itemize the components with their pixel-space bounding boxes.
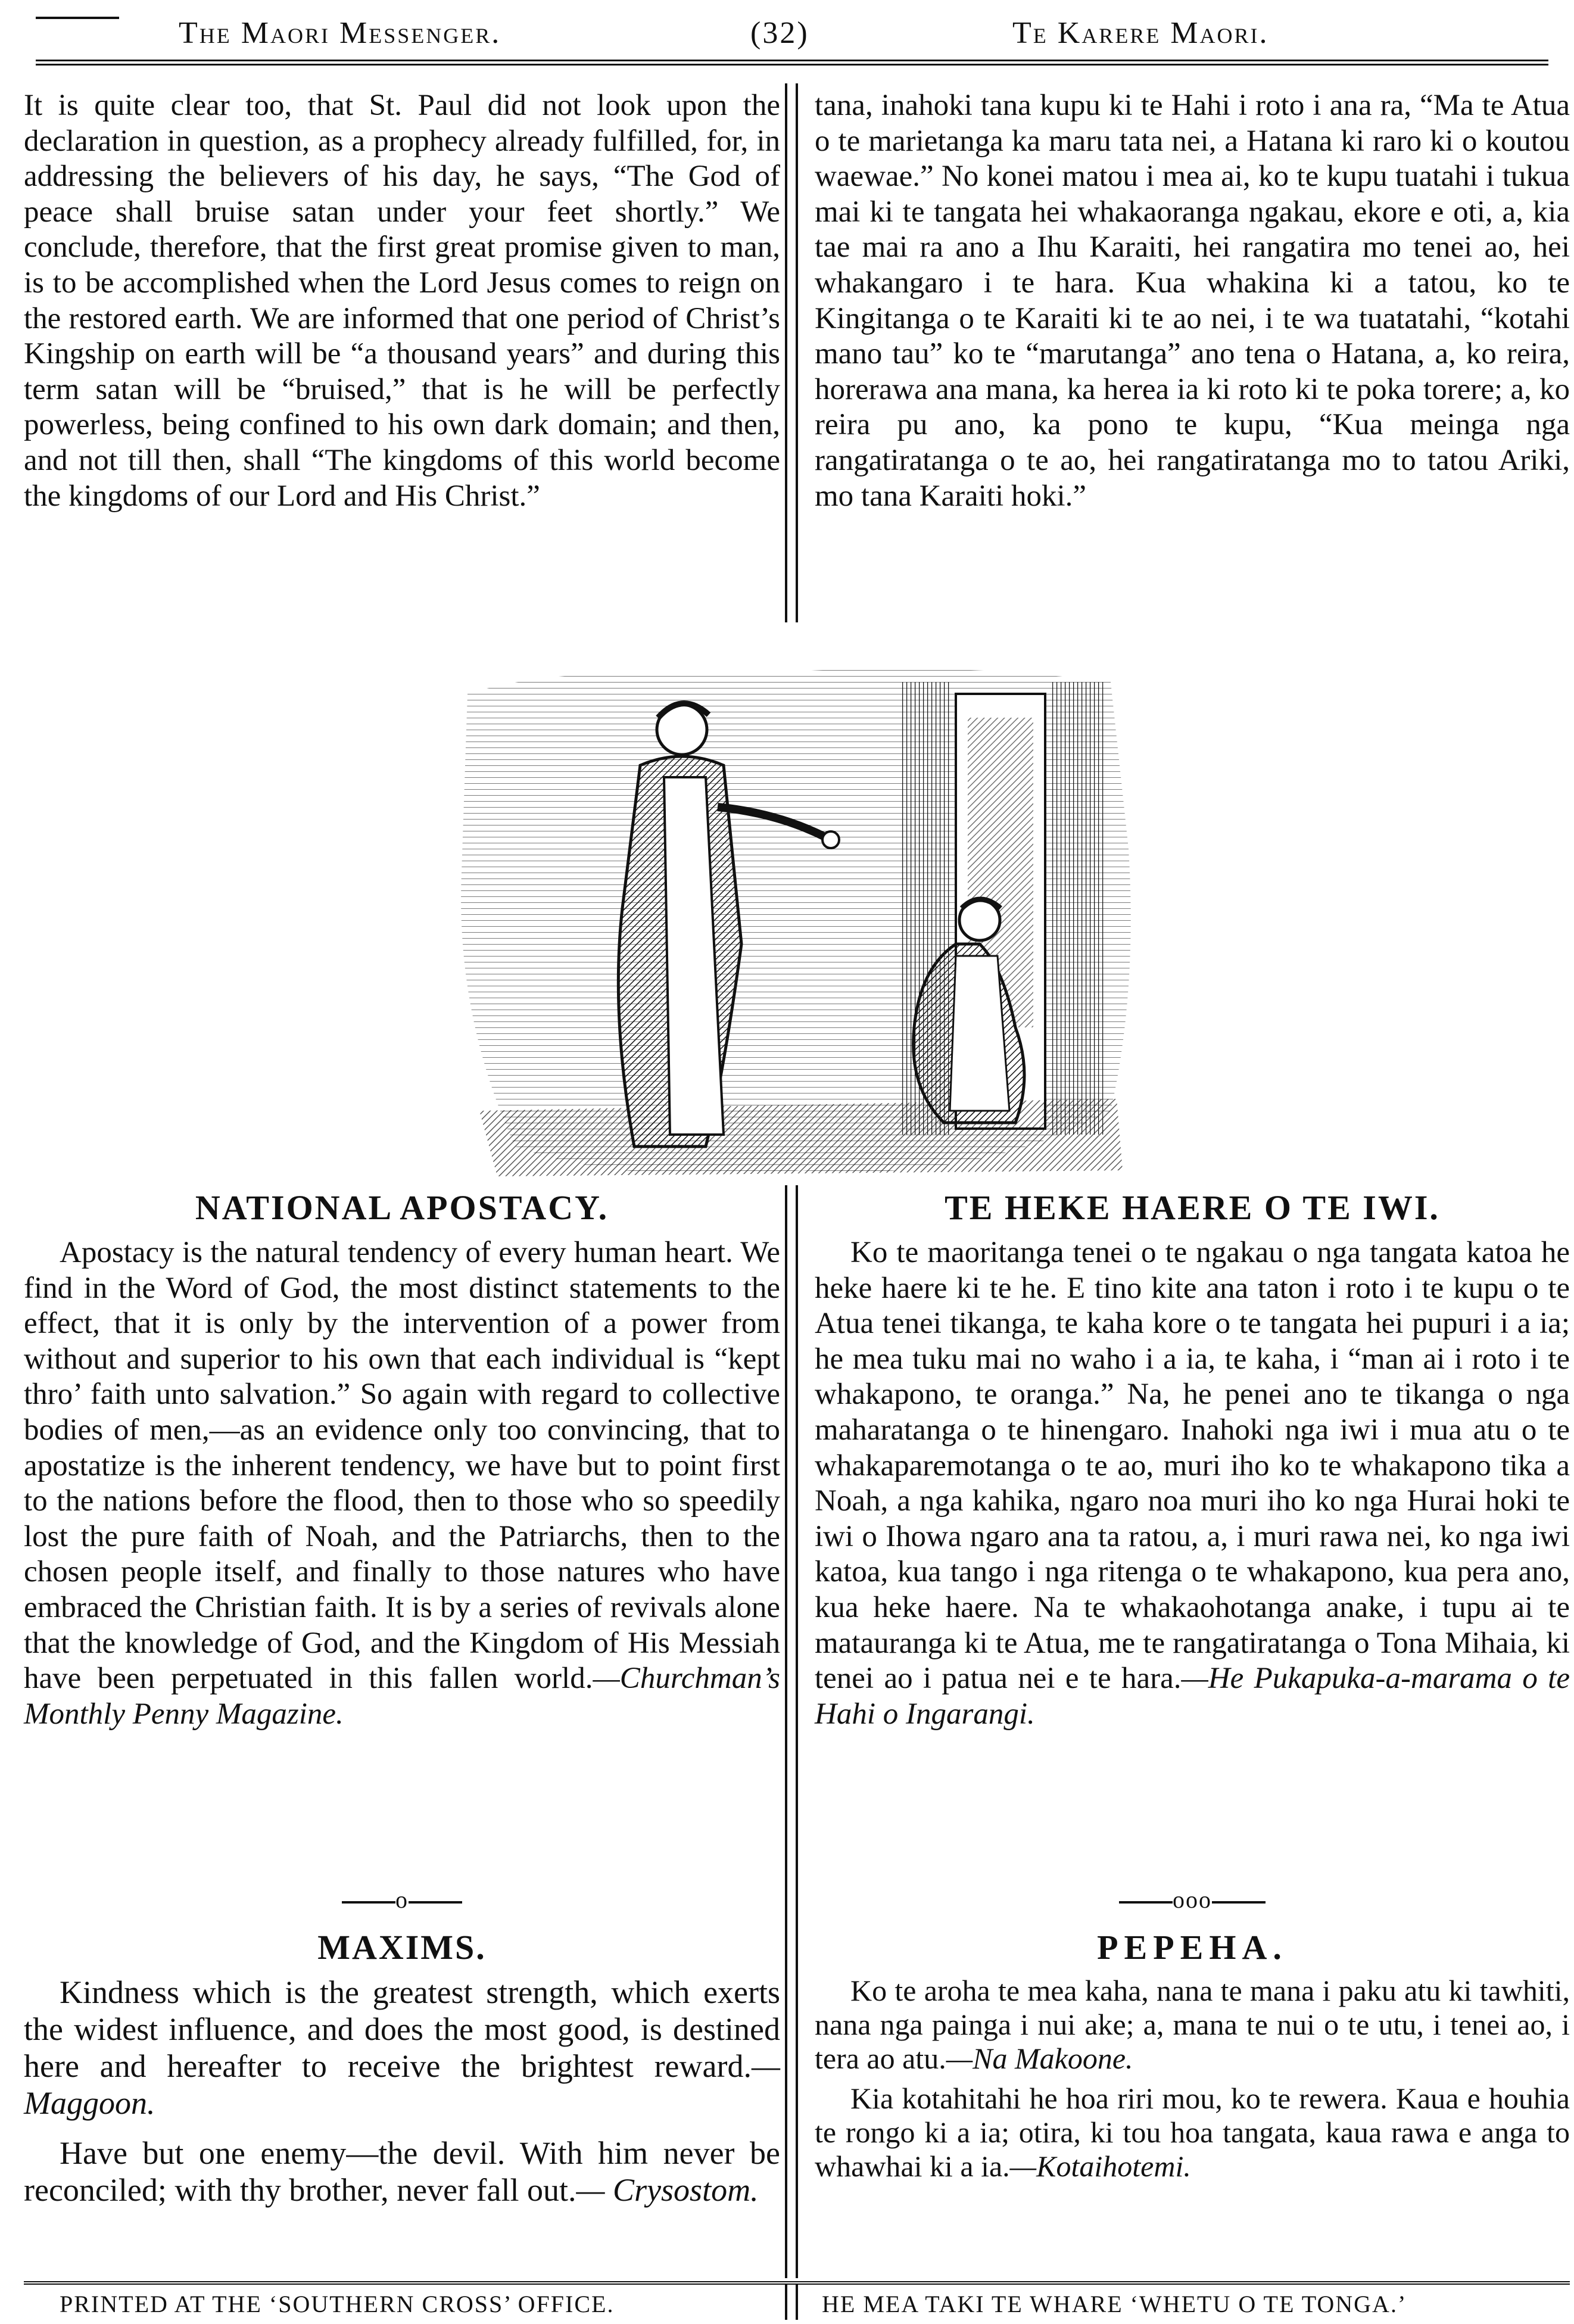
header-rule	[36, 60, 1548, 66]
te-heke-body	[815, 1235, 1570, 1732]
te-heke-source: —He Pukapuka-a-marama o te Hahi o Ingarangi.	[815, 1662, 1570, 1731]
header-dash	[36, 17, 119, 19]
national-apostacy-title: NATIONAL APOSTACY.	[195, 1188, 609, 1227]
pepeha-para1-text: Ko te aroha te mea kaha, nana te mana i paku atu ki tawhiti, nana nga painga i nui ake; a, mana te nui o te utu, i tenei ao, i tera ao atu.	[815, 1974, 1570, 2075]
pepeha-article	[815, 1925, 1570, 2183]
footer-left: PRINTED AT THE ‘SOUTHERN CROSS’ OFFICE.	[60, 2291, 615, 2317]
page-number: (32)	[750, 16, 809, 50]
separator-left-glyph: o	[395, 1886, 409, 1913]
pepeha-para1	[815, 1974, 1570, 2076]
maxims-para1	[24, 1974, 780, 2121]
maxims-para1-text: Kindness which is the greatest strength, which exerts the widest influence, and does the most good, is destined here and hereafter to receive the brightest reward.	[24, 1974, 780, 2084]
maxims-para2	[24, 2135, 780, 2208]
maxims-para2-text: Have but one enemy—the devil. With him never be reconciled; with thy brother, never fall out.	[24, 2135, 780, 2208]
pepeha-title: PEPEHA.	[1097, 1928, 1288, 1967]
national-apostacy-article	[24, 1185, 780, 1732]
national-apostacy-text: Apostacy is the natural tendency of every human heart. We find in the Word of God, the most distinct statements to the effect, that it is only by the intervention of a power from without and superior to his own that each individual is “kept thro’ faith unto salvation.” So again with regard to collective bodies of men,—as an evidence only too convincing, that to apostatize is the inherent tendency, we have but to point first to the nations before the flood, then to those who so speedily lost the pure faith of Noah, and the Patriarchs, then to the chosen people itself, and finally to those natures who have embraced the Christian faith. It is by a series of revivals alone that the knowledge of God, and the Kingdom of His Messiah have been perpetuated in this fallen world.	[24, 1236, 780, 1696]
te-heke-article	[815, 1185, 1570, 1732]
pepeha-para1-source: —Na Makoone.	[946, 2042, 1133, 2075]
top-right-column	[815, 88, 1570, 514]
column-divider-bottom	[785, 1185, 798, 2278]
separator-right-glyph: ooo	[1173, 1886, 1212, 1913]
page-header	[36, 11, 1548, 58]
separator-left	[24, 1885, 780, 1915]
national-apostacy-source: —Churchman’s Monthly Penny Magazine.	[24, 1662, 780, 1731]
maxims-para1-source: —Maggoon.	[24, 2048, 780, 2121]
pepeha-para2-source: —Kotaihotemi.	[1009, 2149, 1191, 2183]
te-heke-title: TE HEKE HAERE O TE IWI.	[945, 1188, 1440, 1227]
column-divider-top	[785, 83, 798, 622]
national-apostacy-body	[24, 1235, 780, 1732]
continued-paragraph-english: It is quite clear too, that St. Paul did not look upon the declaration in question, as a prophecy already fulfilled, for, in addressing the believers of his day, he says, “The God of peace shall bruise satan under your feet shortly.” We conclude, therefore, that the first great promise given to man, is to be accomplished when the Lord Jesus comes to reign on the restored earth. We are informed that one period of Christ’s Kingship on earth will be “a thousand years” and during this term satan will be “bruised,” that is he will be perfectly powerless, being confined to his own dark domain; and then, and not till then, shall “The kingdoms of this world become the kingdoms of our Lord and His Christ.”	[24, 89, 780, 513]
pepeha-para2	[815, 2082, 1570, 2183]
header-title-maori: Te Karere Maori.	[1012, 16, 1269, 50]
maxims-para2-source: — Crysostom.	[576, 2172, 759, 2208]
te-heke-text: Ko te maoritanga tenei o te ngakau o nga tangata katoa he heke haere ki te he. E tino kite ana taton i roto i te kupu o te Atua tenei tikanga, te kaha kore o te tangata hei pupuri i a ia; he mea tuku mai no waho i a ia, te kaha, i “man ai i roto i te whakapono, te oranga.” Na, he penei ano te tikanga o nga maharatanga o te hinengaro. Inahoki nga iwi i mua atu o te whakaparemotanga o te ao, muri iho ko te whakapono tika a Noah, a nga kahika, ngaro noa muri iho ko nga Hurai hoki te iwi o Ihowa ngaro ana ta ratou, a, i muri rawa nei, ko nga iwi katoa, kua tango i nga ritenga o te whakapono, kua pera ano, kua heke haere. Na te whakaohotanga anake, i tupu ai te matauranga ki te Atua, me te rangatiratanga o Tona Mihaia, ki tenei ao i patua nei e te hara.	[815, 1236, 1570, 1696]
maxims-article	[24, 1925, 780, 2208]
footer-divider	[785, 2284, 798, 2320]
footer-right: HE MEA TAKI TE WHARE ‘WHETU O TE TONGA.’	[822, 2291, 1407, 2317]
continued-paragraph-maori: tana, inahoki tana kupu ki te Hahi i roto i ana ra, “Ma te Atua o te marietanga ka maru tata nei, a Hatana ki raro ki o koutou waewae.” No konei matou i mea ai, ko te kupu tuatahi i tukua mai ki te tangata hei whakaoranga ngakau, ekore e oti, a, kia tae mai ra ano a Ihu Karaiti, hei rangatira mo tenei ao, hei whakangaro i te hara. Kua whakina ki a tatou, ko te Kingitanga o te Karaiti ki te ao nei, i te wa tuatatahi, “kotahi mano tau” ko te “marutanga” ano tena o Hatana, a, ko reira, horerawa ana mana, ka herea ia ki roto ki te poka torere; a, ko reira pu ano, ka pono te kupu, “Kua meinga nga rangatiratanga o te ao, hei rangatiratanga mo to tatou Ariki, mo tana Karaiti hoki.”	[815, 89, 1570, 513]
engraving-two-figures-icon	[444, 658, 1137, 1185]
separator-right	[815, 1885, 1570, 1915]
maxims-title: MAXIMS.	[317, 1928, 487, 1967]
header-title-english: The Maori Messenger.	[179, 16, 501, 50]
pepeha-para2-text: Kia kotahitahi he hoa riri mou, ko te rewera. Kaua e houhia te rongo ki a ia; otira, ki tou hoa tangata, kaua rawa e anga to whawhai ki a ia.	[815, 2082, 1570, 2183]
top-left-column	[24, 88, 780, 514]
